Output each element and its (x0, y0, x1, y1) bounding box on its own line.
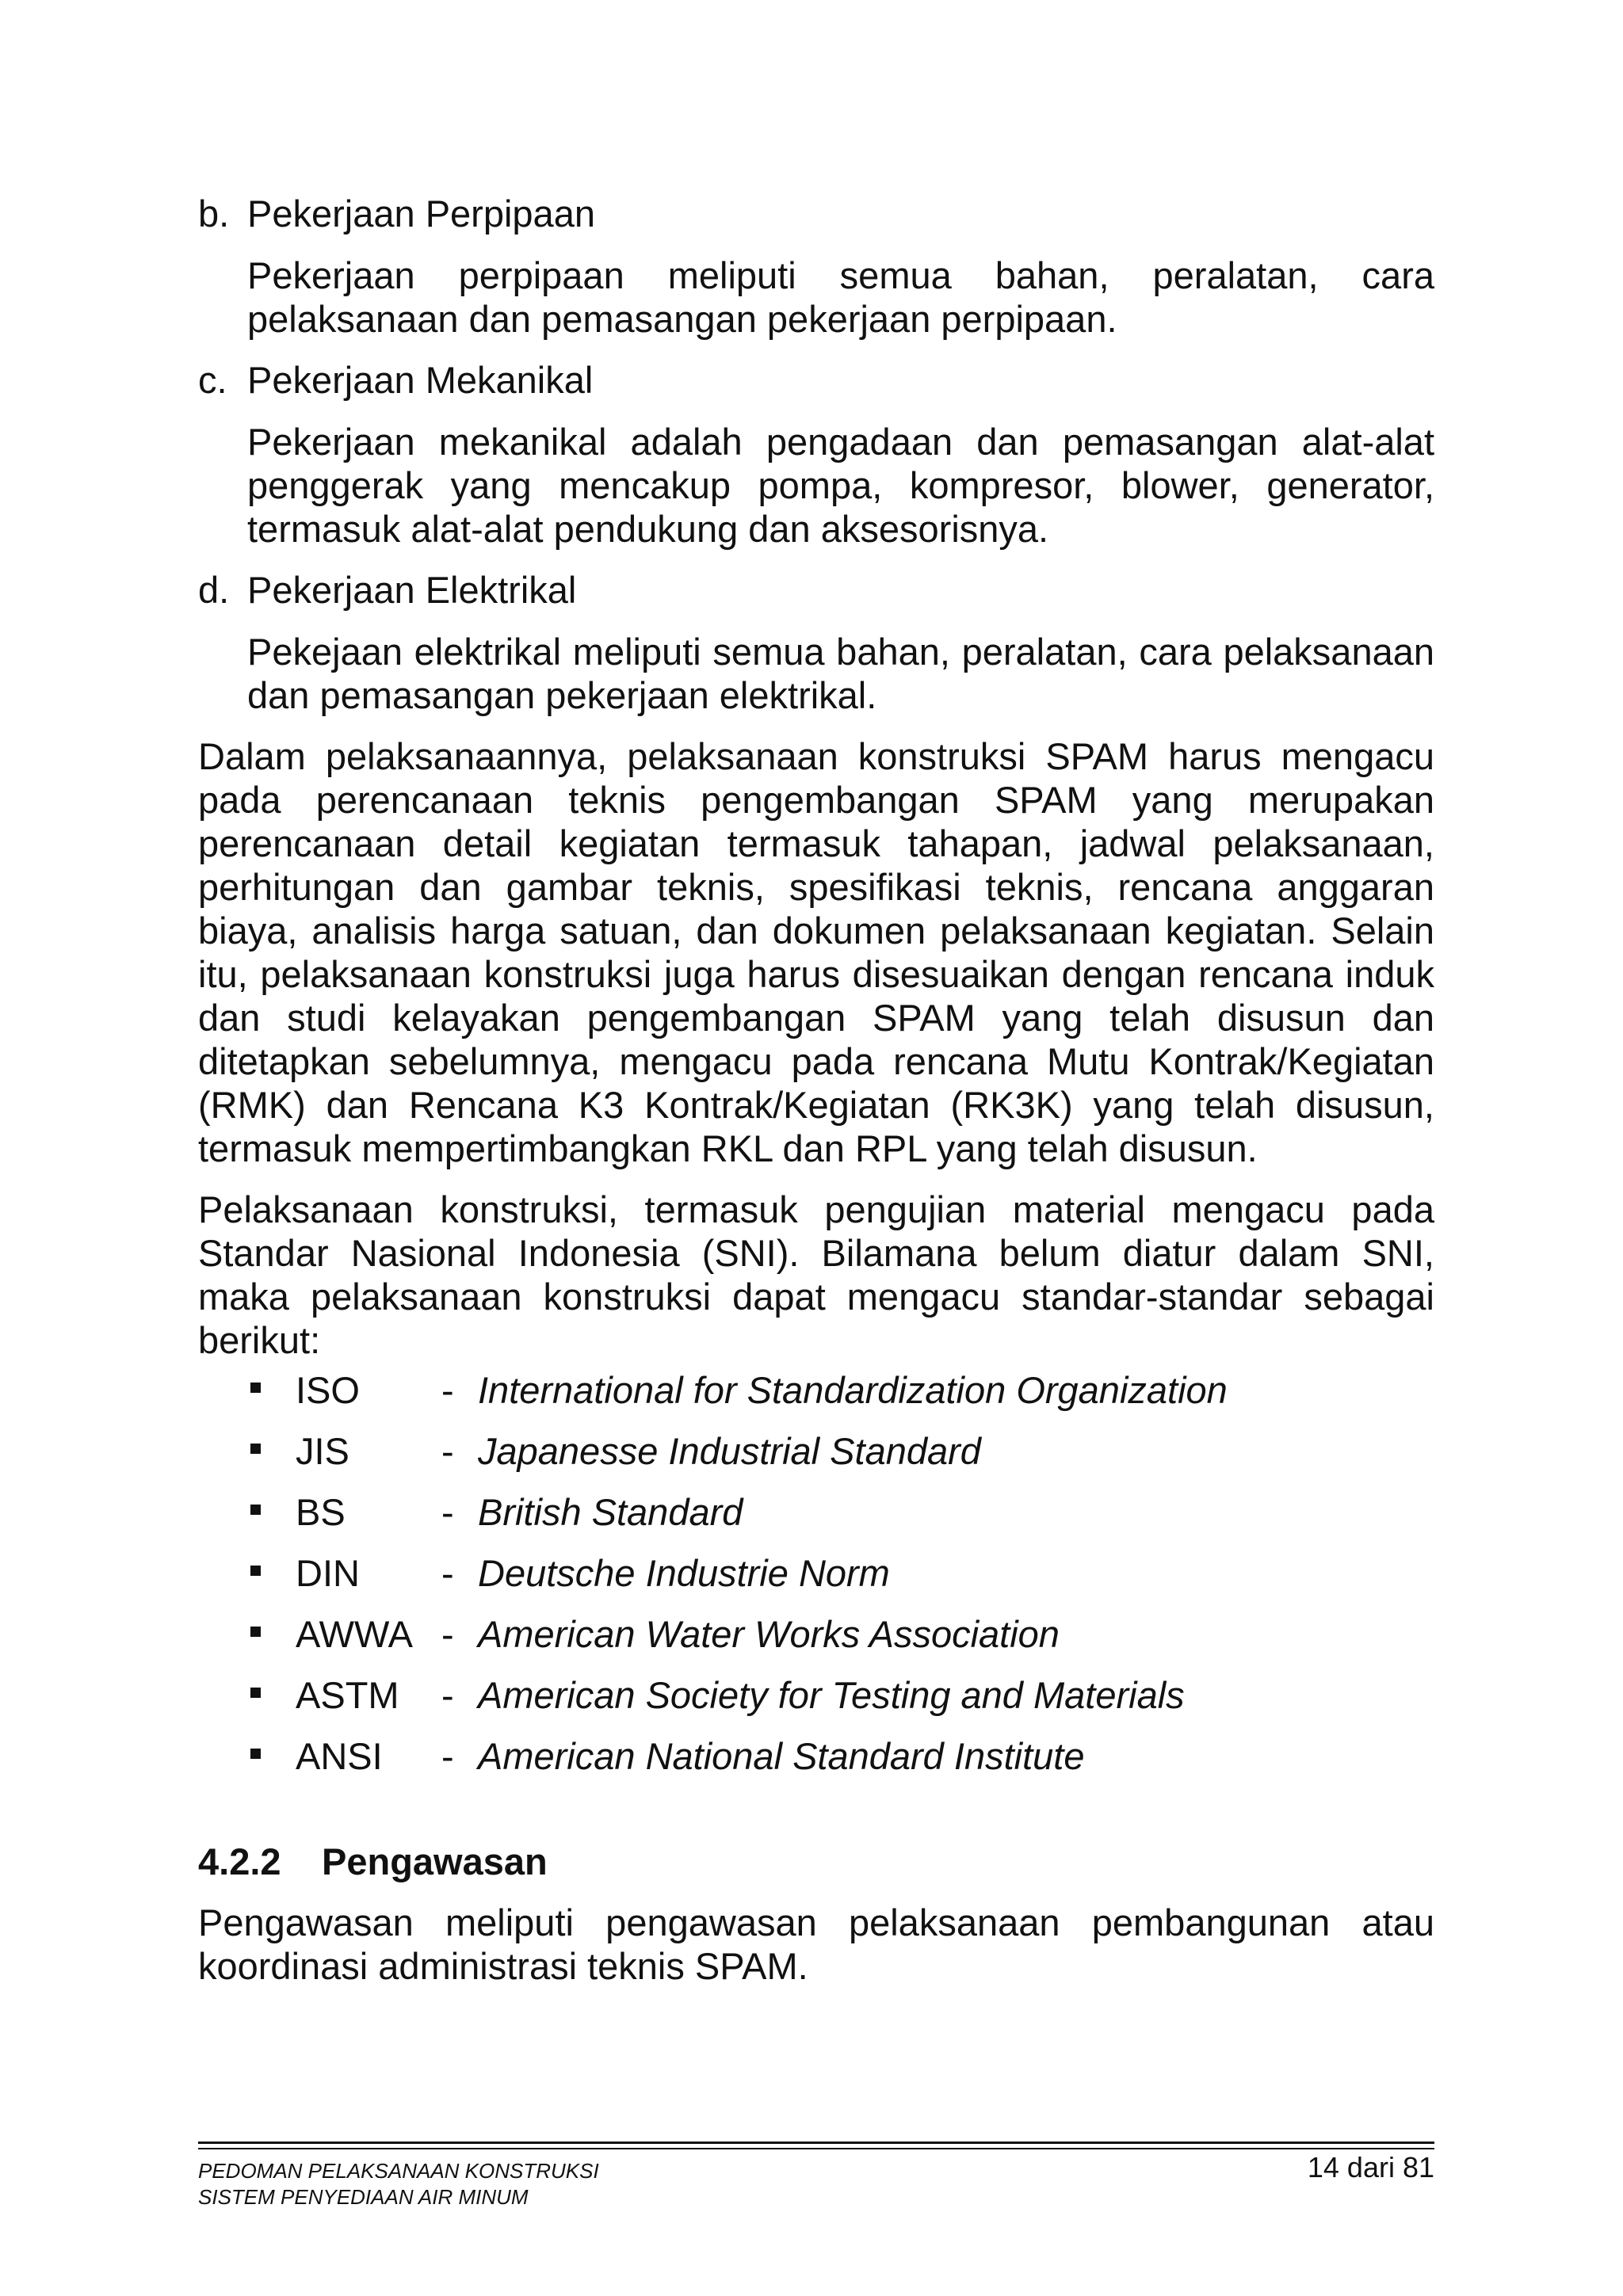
item-heading (198, 192, 1434, 235)
standard-dash: - (441, 1552, 454, 1594)
standard-full-name: American National Standard Institute (478, 1735, 1085, 1777)
paragraph-pelaksanaan: Dalam pelaksanaannya, pelaksanaan konstruksi SPAM harus mengacu pada perencanaan teknis pengembangan SPAM yang merupakan perencanaan detail kegiatan termasuk tahapan, jadwal pelaksanaan, perhitungan dan gambar teknis, spesifikasi teknis, rencana anggaran biaya, analisis harga satuan, dan dokumen pelaksanaan kegiatan. Selain itu, pelaksanaan konstruksi juga harus disesuaikan dengan rencana induk dan studi kelayakan pengembangan SPAM yang telah disusun dan ditetapkan sebelumnya, mengacu pada rencana Mutu Kontrak/Kegiatan (RMK) dan Rencana K3 Kontrak/Kegiatan (RK3K) yang telah disusun, termasuk mempertimbangkan RKL dan RPL yang telah disusun. (198, 735, 1434, 1169)
standard-row (250, 1734, 1434, 1795)
standard-dash: - (441, 1613, 454, 1655)
item-letter: d. (198, 569, 230, 611)
square-bullet-icon (250, 1444, 261, 1454)
standard-dash: - (441, 1491, 454, 1533)
standard-row (250, 1673, 1434, 1734)
standard-abbr: BS (296, 1491, 346, 1533)
footer-rule-thin (198, 2148, 1434, 2149)
standard-dash: - (441, 1369, 454, 1411)
square-bullet-icon (250, 1627, 261, 1637)
list-item-perpipaan (198, 192, 1434, 341)
standard-full-name: American Water Works Association (478, 1613, 1060, 1655)
section-heading (198, 1840, 1434, 1883)
standard-row (250, 1368, 1434, 1429)
standard-dash: - (441, 1430, 454, 1472)
item-body: Pekerjaan perpipaan meliputi semua bahan, peralatan, cara pelaksanaan dan pemasangan pekerjaan perpipaan. (247, 254, 1434, 340)
standard-full-name: Deutsche Industrie Norm (478, 1552, 890, 1594)
item-body: Pekejaan elektrikal meliputi semua bahan, peralatan, cara pelaksanaan dan pemasangan pekerjaan elektrikal. (247, 631, 1434, 716)
standard-full-name: American Society for Testing and Materials (478, 1674, 1185, 1716)
standard-row (250, 1612, 1434, 1673)
list-item-mekanikal (198, 358, 1434, 551)
standard-abbr: ANSI (296, 1735, 383, 1777)
footer-rule-thick (198, 2142, 1434, 2144)
page-number: 14 dari 81 (1307, 2151, 1434, 2183)
item-letter: c. (198, 359, 227, 401)
standard-row (250, 1429, 1434, 1490)
footer-document-title (198, 2158, 599, 2210)
square-bullet-icon (250, 1749, 261, 1759)
item-title: Pekerjaan Elektrikal (247, 569, 577, 611)
paragraph-standar: Pelaksanaan konstruksi, termasuk pengujian material mengacu pada Standar Nasional Indonesia (SNI). Bilamana belum diatur dalam SNI, maka pelaksanaan konstruksi dapat mengacu standar-standar sebagai berikut: (198, 1188, 1434, 1361)
square-bullet-icon (250, 1505, 261, 1515)
standard-full-name: Japanesse Industrial Standard (478, 1430, 981, 1472)
standard-full-name: International for Standardization Organization (478, 1369, 1228, 1411)
standard-abbr: JIS (296, 1430, 349, 1472)
standard-abbr: AWWA (296, 1613, 413, 1655)
standard-abbr: DIN (296, 1552, 360, 1594)
standards-list (250, 1368, 1434, 1795)
list-item-elektrikal (198, 568, 1434, 717)
item-heading (198, 358, 1434, 402)
standard-row (250, 1551, 1434, 1612)
standard-abbr: ISO (296, 1369, 360, 1411)
item-letter: b. (198, 193, 230, 235)
square-bullet-icon (250, 1383, 261, 1393)
footer-title-line-1: PEDOMAN PELAKSANAAN KONSTRUKSI (198, 2159, 599, 2183)
page-content (198, 192, 1434, 2005)
standard-full-name: British Standard (478, 1491, 743, 1533)
section-title: Pengawasan (322, 1840, 548, 1882)
footer-title-line-2: SISTEM PENYEDIAAN AIR MINUM (198, 2185, 529, 2209)
section-body: Pengawasan meliputi pengawasan pelaksanaan pembangunan atau koordinasi administrasi teknis SPAM. (198, 1901, 1434, 1987)
standard-dash: - (441, 1674, 454, 1716)
item-body: Pekerjaan mekanikal adalah pengadaan dan pemasangan alat-alat penggerak yang mencakup pompa, kompresor, blower, generator, termasuk alat-alat pendukung dan aksesorisnya. (247, 421, 1434, 550)
section-number: 4.2.2 (198, 1840, 281, 1882)
item-heading (198, 568, 1434, 612)
item-title: Pekerjaan Perpipaan (247, 193, 595, 235)
standard-dash: - (441, 1735, 454, 1777)
square-bullet-icon (250, 1566, 261, 1576)
square-bullet-icon (250, 1688, 261, 1698)
item-title: Pekerjaan Mekanikal (247, 359, 594, 401)
standard-abbr: ASTM (296, 1674, 399, 1716)
standard-row (250, 1490, 1434, 1551)
